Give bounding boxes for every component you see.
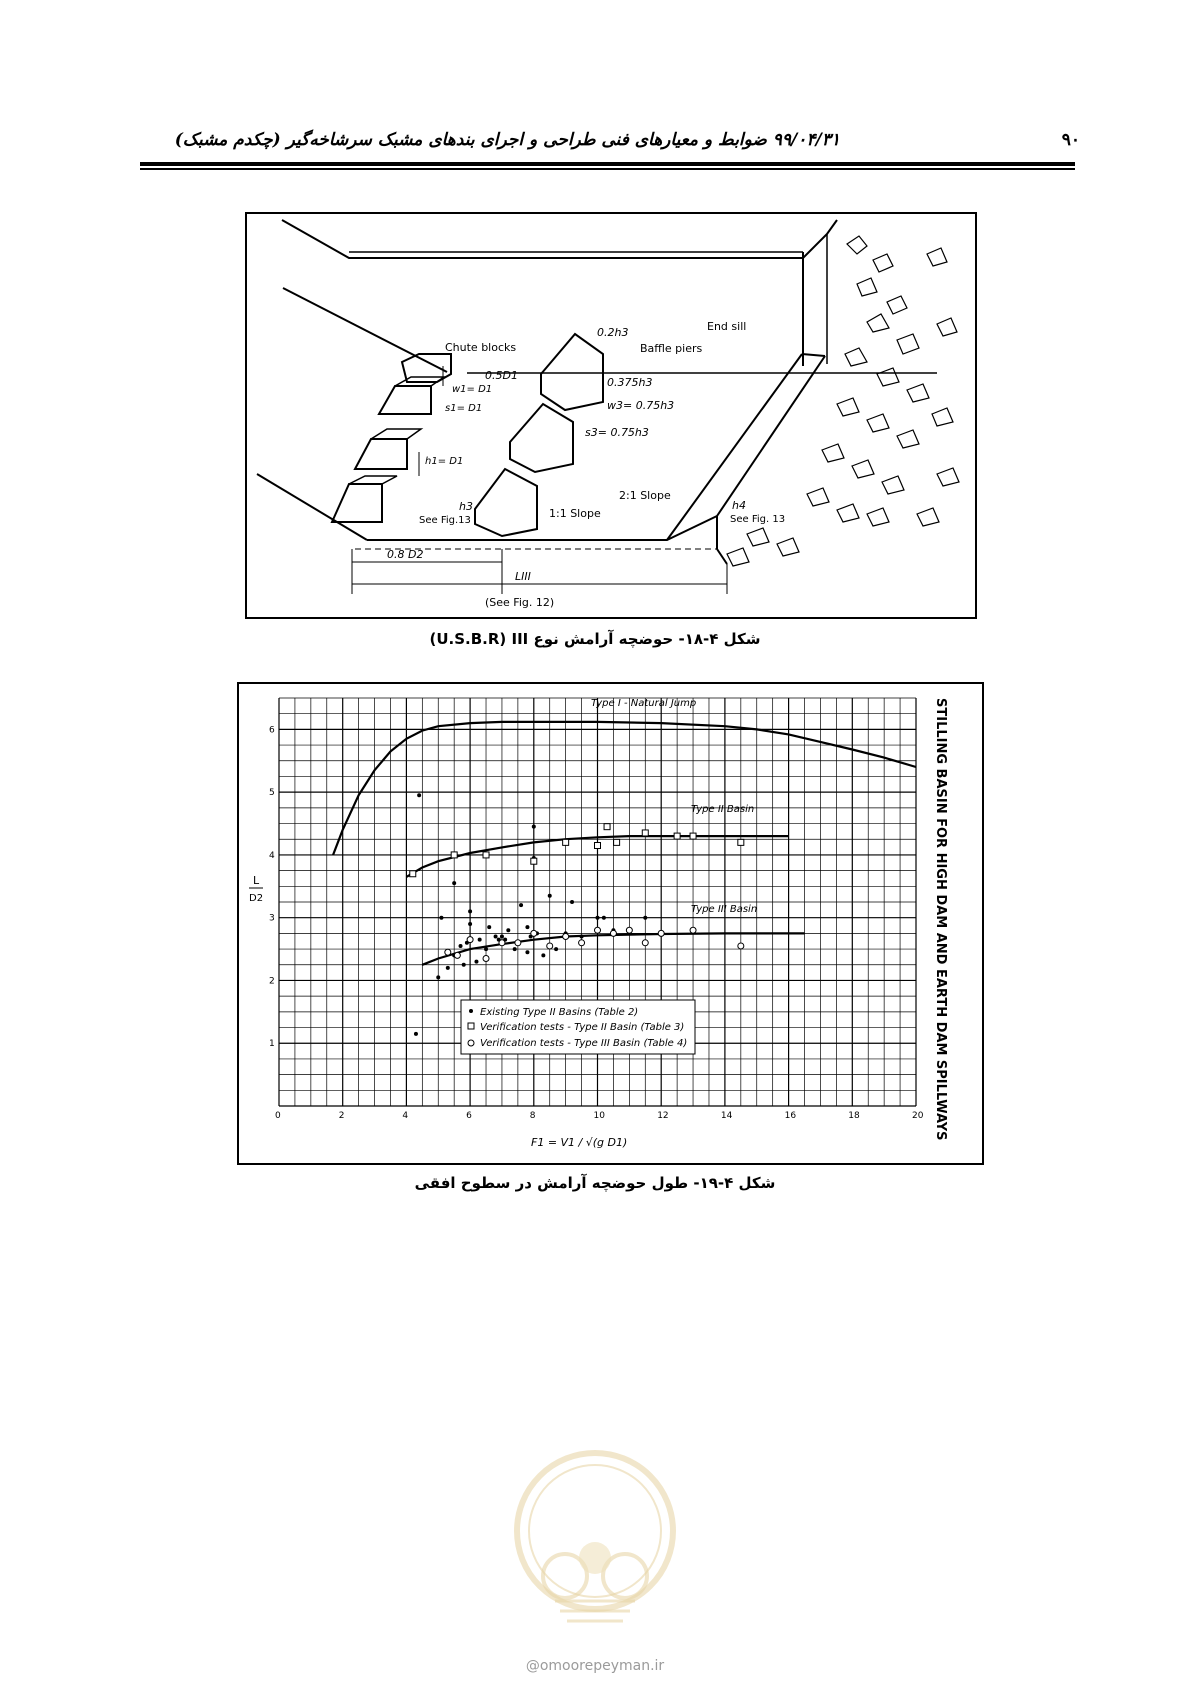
x-tick-label: 6 (466, 1111, 472, 1121)
label-w3: w3= 0.75h3 (607, 399, 675, 412)
x-tick-label: 2 (338, 1111, 345, 1121)
label-w1: w1= D1 (452, 384, 493, 395)
label-see-fig13-left: See Fig.13 (419, 515, 471, 526)
y-label-denominator: D2 (249, 893, 264, 904)
label-2-1-slope: 2:1 Slope (619, 489, 671, 502)
point-existing-type2 (554, 947, 558, 951)
point-verification-type3 (642, 940, 648, 946)
label-0-5d1: 0.5D1 (485, 369, 518, 382)
point-existing-type2 (506, 928, 510, 932)
label-chute-blocks: Chute blocks (445, 341, 517, 354)
point-existing-type2 (541, 953, 545, 957)
point-existing-type2 (602, 916, 606, 920)
point-verification-type3 (690, 927, 696, 933)
header-rule-thick (140, 162, 1075, 166)
point-verification-type3 (467, 937, 473, 943)
label-1-1-slope: 1:1 Slope (549, 507, 601, 520)
point-verification-type3 (563, 934, 569, 940)
watermark-emblem (505, 1436, 685, 1656)
point-existing-type2 (643, 916, 647, 920)
point-existing-type2 (519, 903, 523, 907)
page-number: ۹۰ (1061, 130, 1080, 150)
point-verification-type2 (563, 839, 569, 845)
point-existing-type2 (484, 947, 488, 951)
figure1-caption: شکل ۴-۱۸- حوضچه آرامش نوع U.S.B.R) III) (429, 630, 761, 648)
point-existing-type2 (468, 909, 472, 913)
point-verification-type3 (595, 927, 601, 933)
curve-label-type1: Type I - Natural Jump (591, 698, 697, 709)
curve-label-type2: Type II Basin (691, 804, 755, 815)
chart-curves (333, 722, 916, 965)
point-verification-type2 (642, 830, 648, 836)
y-tick-label: 6 (269, 725, 275, 736)
point-verification-type3 (445, 949, 451, 955)
point-existing-type2 (439, 916, 443, 920)
point-existing-type2 (459, 944, 463, 948)
point-verification-type3 (454, 952, 460, 958)
point-existing-type2 (500, 935, 504, 939)
figure-basin-length-chart (237, 682, 984, 1165)
stilling-basin-drawing (247, 214, 975, 617)
x-tick-label: 0 (275, 1111, 281, 1121)
point-existing-type2 (596, 916, 600, 920)
figure-stilling-basin-type-iii (245, 212, 977, 619)
y-tick-label: 1 (269, 1039, 275, 1050)
point-existing-type2 (417, 793, 421, 797)
point-verification-type3 (579, 940, 585, 946)
point-existing-type2 (414, 1032, 418, 1036)
point-verification-type2 (674, 833, 680, 839)
point-verification-type3 (515, 940, 521, 946)
x-tick-label: 20 (912, 1111, 924, 1121)
legend-item-existing: Existing Type II Basins (Table 2) (480, 1007, 639, 1018)
x-tick-label: 12 (657, 1111, 669, 1121)
point-existing-type2 (487, 925, 491, 929)
point-existing-type2 (570, 900, 574, 904)
point-verification-type2 (451, 852, 457, 858)
point-verification-type2 (531, 858, 537, 864)
label-s1: s1= D1 (445, 403, 483, 414)
curve-1 (333, 722, 916, 855)
y-label-numerator: L (253, 874, 260, 887)
point-verification-type2 (738, 839, 744, 845)
figure2-caption: شکل ۴-۱۹- طول حوضچه آرامش در سطوح افقی (414, 1174, 776, 1192)
label-s3: s3= 0.75h3 (585, 426, 649, 439)
watermark-logo (505, 1436, 685, 1656)
point-verification-type3 (499, 940, 505, 946)
point-verification-type3 (658, 930, 664, 936)
basin-length-chart (239, 684, 982, 1163)
legend-marker-existing (469, 1009, 473, 1013)
label-baffle-piers: Baffle piers (640, 342, 703, 355)
label-h3: h3 (459, 500, 473, 513)
point-existing-type2 (478, 938, 482, 942)
running-header-title: ۹۹/۰۴/۳۱ ضوابط و معیارهای فنی طراحی و اجرای بندهای مشبک سرشاخه‌گیر (چکدم مشبک) (174, 130, 840, 150)
label-l3: LIII (515, 570, 531, 583)
y-tick-label: 5 (269, 788, 275, 799)
point-existing-type2 (494, 935, 498, 939)
label-0-2h3: 0.2h3 (597, 326, 629, 339)
point-verification-type3 (626, 927, 632, 933)
y-tick-label: 4 (269, 850, 275, 861)
point-verification-type3 (547, 943, 553, 949)
x-tick-label: 4 (402, 1111, 409, 1121)
chart-side-title: STILLING BASIN FOR HIGH DAM AND EARTH DAM SPILLWAYS (933, 698, 948, 1141)
point-existing-type2 (446, 966, 450, 970)
label-0-8d2: 0.8 D2 (387, 548, 424, 561)
point-existing-type2 (436, 975, 440, 979)
point-existing-type2 (580, 935, 584, 939)
chart-axes (269, 725, 924, 1121)
x-tick-label: 18 (848, 1111, 860, 1121)
point-verification-type2 (690, 833, 696, 839)
x-tick-label: 14 (720, 1111, 733, 1121)
header-rule-thin (140, 168, 1075, 170)
label-h4: h4 (732, 499, 746, 512)
label-0-375h3: 0.375h3 (607, 376, 653, 389)
point-verification-type2 (410, 871, 416, 877)
point-verification-type2 (604, 824, 610, 830)
legend-item-type3: Verification tests - Type III Basin (Table 4) (480, 1038, 688, 1049)
curve-label-type3: Type III Basin (691, 904, 758, 915)
point-verification-type2 (595, 843, 601, 849)
point-existing-type2 (525, 925, 529, 929)
point-existing-type2 (548, 894, 552, 898)
label-see-fig12: (See Fig. 12) (485, 596, 555, 609)
label-h1: h1= D1 (425, 456, 464, 467)
point-existing-type2 (452, 881, 456, 885)
point-existing-type2 (468, 922, 472, 926)
watermark-url: @omoorepeyman.ir (525, 1658, 665, 1674)
point-existing-type2 (525, 950, 529, 954)
point-verification-type2 (614, 839, 620, 845)
x-axis-label: F1 = V1 / √(g D1) (531, 1136, 628, 1149)
x-tick-label: 8 (529, 1111, 536, 1121)
point-verification-type3 (738, 943, 744, 949)
point-verification-type3 (531, 930, 537, 936)
x-tick-label: 16 (784, 1111, 797, 1121)
point-existing-type2 (462, 963, 466, 967)
point-existing-type2 (474, 960, 478, 964)
point-verification-type2 (483, 852, 489, 858)
y-tick-label: 3 (269, 913, 275, 924)
point-verification-type3 (610, 930, 616, 936)
point-existing-type2 (532, 825, 536, 829)
chart-legend (461, 1000, 695, 1054)
label-see-fig13-right: See Fig. 13 (730, 514, 786, 525)
legend-item-type2: Verification tests - Type II Basin (Table 3) (480, 1022, 685, 1033)
point-existing-type2 (513, 947, 517, 951)
point-verification-type3 (483, 955, 489, 961)
y-tick-label: 2 (269, 976, 275, 987)
x-tick-label: 10 (593, 1111, 605, 1121)
label-end-sill: End sill (707, 320, 747, 333)
